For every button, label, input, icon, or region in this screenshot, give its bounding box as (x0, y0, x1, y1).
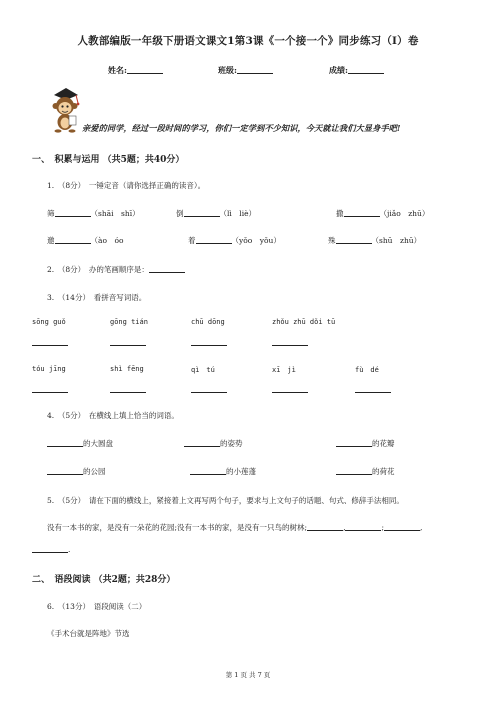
answer-blank[interactable] (355, 392, 391, 393)
q4-item[interactable]: 的公园 (47, 466, 106, 477)
pinyin-label: shì fēng (110, 365, 144, 373)
q4-item[interactable]: 的大圆盘 (47, 438, 113, 449)
q5-continuation: . (32, 544, 70, 554)
q4-item[interactable]: 的荷花 (336, 466, 395, 477)
answer-blank[interactable] (184, 438, 220, 447)
q5-sentence: 没有一本书的家，是没有一朵花的花园;没有一本书的家，是没有一只鸟的树林; , ; , (47, 523, 423, 532)
question-5-title: 5. （5分） 请在下面的横线上，紧接着上文再写两个句子，要求与上文句子的话题、句式、修辞手法相同。 (47, 496, 404, 505)
answer-blank[interactable] (196, 235, 232, 244)
question-6-title: 6. （13分） 语段阅读（二） (47, 602, 147, 611)
pinyin-label: qì tú (191, 366, 215, 374)
name-label: 姓名: (108, 65, 127, 75)
answer-blank[interactable] (272, 392, 308, 393)
answer-blank[interactable] (110, 345, 146, 346)
q1-item[interactable]: 撒 （jiǎo zhū） (336, 209, 430, 218)
section-2-heading: 二、 语段阅读 （共2题；共28分） (32, 575, 176, 585)
pinyin-label: sōng guǒ (32, 318, 66, 326)
answer-blank[interactable] (32, 392, 68, 393)
pinyin-label: xī jì (272, 366, 296, 374)
score-label: 成绩: (329, 65, 348, 75)
question-1-title: 1. （8分） 一锤定音（请你选择正确的读音）。 (47, 181, 206, 190)
answer-blank[interactable] (336, 235, 372, 244)
question-3-title: 3. （14分） 看拼音写词语。 (47, 293, 147, 302)
answer-blank[interactable] (272, 345, 308, 346)
q4-item[interactable]: 的小莲蓬 (190, 466, 256, 477)
score-field[interactable] (329, 64, 384, 76)
answer-blank[interactable] (47, 438, 83, 447)
score-blank[interactable] (348, 64, 384, 74)
question-2-title: 2. （8分） 办的笔画顺序是： (47, 264, 185, 275)
name-blank[interactable] (127, 64, 163, 74)
pinyin-label: gōng tián (110, 318, 148, 326)
q4-item[interactable]: 的花瓣 (336, 438, 395, 449)
answer-blank[interactable] (110, 392, 146, 393)
answer-blank[interactable] (47, 466, 83, 475)
q1-item[interactable]: 殊 （shū zhū） (328, 236, 422, 245)
encouragement-text: 亲爱的同学，经过一段时间的学习，你们一定学到不少知识，今天就让我们大显身手吧! (82, 123, 401, 133)
answer-blank[interactable] (336, 438, 372, 447)
answer-blank[interactable] (191, 392, 227, 393)
pinyin-label: zhǒu zhū dǒi tū (272, 318, 336, 326)
answer-blank[interactable] (184, 208, 220, 217)
q1-item[interactable]: 着 （yǒo yǒu） (188, 236, 281, 245)
answer-blank[interactable] (384, 522, 420, 531)
answer-blank[interactable] (191, 345, 227, 346)
q1-item[interactable]: 倒 （lì liè） (176, 209, 257, 218)
answer-blank[interactable] (149, 264, 185, 273)
passage-source: 《手术台就是阵地》节选 (47, 629, 130, 638)
q4-item[interactable]: 的姿势 (184, 438, 243, 449)
answer-blank[interactable] (345, 522, 381, 531)
answer-blank[interactable] (55, 235, 91, 244)
page-footer: 第 1 页 共 7 页 (225, 671, 271, 679)
monkey-mascot-icon (44, 86, 84, 134)
answer-blank[interactable] (32, 345, 68, 346)
name-field[interactable] (108, 64, 163, 76)
answer-blank[interactable] (190, 466, 226, 475)
class-label: 班级: (218, 65, 237, 75)
page-title: 人教部编版一年级下册语文课文1第3课《一个接一个》同步练习（I）卷 (77, 35, 419, 47)
answer-blank[interactable] (55, 208, 91, 217)
pinyin-label: chū dōng (191, 318, 225, 326)
q1-item[interactable]: 筛 （shāi shī） (47, 209, 140, 218)
q1-item[interactable]: 邀 （ào óo (47, 236, 124, 245)
class-field[interactable] (218, 64, 273, 76)
answer-blank[interactable] (344, 208, 380, 217)
section-1-heading: 一、 积累与运用 （共5题；共40分） (32, 155, 185, 165)
answer-blank[interactable] (32, 544, 68, 553)
answer-blank[interactable] (307, 522, 343, 531)
class-blank[interactable] (237, 64, 273, 74)
question-4-title: 4. （5分） 在横线上填上恰当的词语。 (47, 411, 179, 420)
pinyin-label: tóu jīng (32, 365, 66, 373)
pinyin-label: fù dé (355, 366, 379, 374)
answer-blank[interactable] (336, 466, 372, 475)
